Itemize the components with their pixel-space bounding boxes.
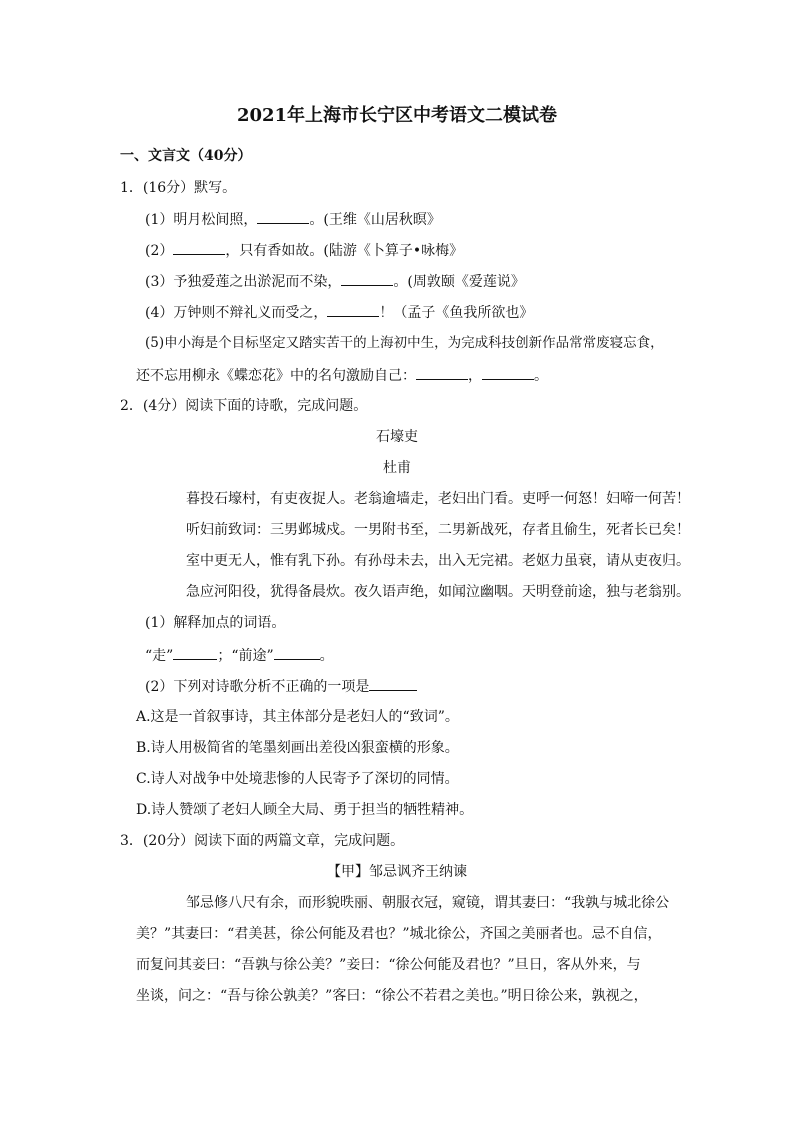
answer-blank[interactable]: [341, 272, 393, 286]
question-1-item-2: (2） ，只有香如故。(陆游《卜算子•咏梅》: [145, 243, 464, 259]
answer-blank[interactable]: [173, 646, 217, 660]
poem-title: 石壕吏: [376, 429, 418, 445]
answer-blank[interactable]: [416, 366, 468, 380]
answer-blank[interactable]: [327, 303, 379, 317]
option-b: B.诗人用极简省的笔墨刻画出差役凶狠蛮横的形象。: [136, 740, 459, 756]
option-a: A.这是一首叙事诗，其主体部分是老妇人的“致词”。: [136, 709, 459, 725]
passage-line: 而复问其妾曰：“吾孰与徐公美？”妾曰：“徐公何能及君也？”旦日，客从外来，与: [136, 957, 641, 973]
answer-blank[interactable]: [482, 366, 534, 380]
question-2-stem: 2．(4分）阅读下面的诗歌，完成问题。: [120, 398, 368, 414]
passage-line: 美？”其妻曰：“君美甚，徐公何能及君也？”城北徐公，齐国之美丽者也。忌不自信，: [136, 926, 662, 942]
answer-blank[interactable]: [257, 210, 309, 224]
option-d: D.诗人赞颂了老妇人顾全大局、勇于担当的牺牲精神。: [136, 802, 474, 818]
section-heading: 一、文言文（40分）: [120, 148, 252, 164]
question-2-sub-1-answers: “走” ；“前途” 。: [145, 648, 334, 664]
passage-line: 坐谈，问之：“吾与徐公孰美？”客曰：“徐公不若君之美也。”明日徐公来，孰视之，: [136, 988, 648, 1004]
answer-blank[interactable]: [274, 646, 320, 660]
passage-heading: 【甲】邹忌讽齐王纳谏: [327, 864, 467, 880]
passage-line: 邹忌修八尺有余，而形貌昳丽、朝服衣冠，窥镜，谓其妻曰：“我孰与城北徐公: [186, 895, 670, 911]
question-1-item-5: (5)申小海是个目标坚定又踏实苦干的上海初中生，为完成科技创新作品常常废寝忘食，: [145, 335, 664, 351]
question-1-stem: 1．(16分）默写。: [120, 180, 237, 196]
poem-line: 暮投石壕村，有吏夜捉人。老翁逾墙走，老妇出门看。吏呼一何怒！妇啼一何苦！: [186, 491, 690, 507]
poem-author: 杜甫: [383, 460, 411, 476]
question-2-sub-1: (1）解释加点的词语。: [145, 615, 286, 631]
poem-line: 室中更无人，惟有乳下孙。有孙母未去，出入无完裙。老妪力虽衰，请从吏夜归。: [186, 553, 690, 569]
question-1-item-4: (4）万钟则不辩礼义而受之， ！（孟子《鱼我所欲也》: [145, 305, 534, 321]
poem-line: 急应河阳役，犹得备晨炊。夜久语声绝，如闻泣幽咽。天明登前途，独与老翁别。: [186, 584, 690, 600]
question-2-sub-2: (2）下列对诗歌分析不正确的一项是: [145, 677, 417, 696]
poem-line: 听妇前致词：三男邺城戍。一男附书至，二男新战死，存者且偷生，死者长已矣！: [186, 522, 690, 538]
page-title: 2021年上海市长宁区中考语文二模试卷: [236, 105, 558, 126]
question-1-item-3: (3）予独爱莲之出淤泥而不染， 。(周敦颐《爱莲说》: [145, 274, 525, 290]
answer-blank[interactable]: [369, 677, 417, 691]
option-c: C.诗人对战争中处境悲惨的人民寄予了深切的同情。: [136, 771, 459, 787]
answer-blank[interactable]: [173, 241, 225, 255]
question-1-item-1: (1）明月松间照， 。(王维《山居秋暝》: [145, 212, 441, 228]
question-3-stem: 3．(20分）阅读下面的两篇文章，完成问题。: [120, 833, 405, 849]
question-1-item-5-continued: 还不忘用柳永《蝶恋花》中的名句激励自己： ， 。: [136, 368, 548, 384]
